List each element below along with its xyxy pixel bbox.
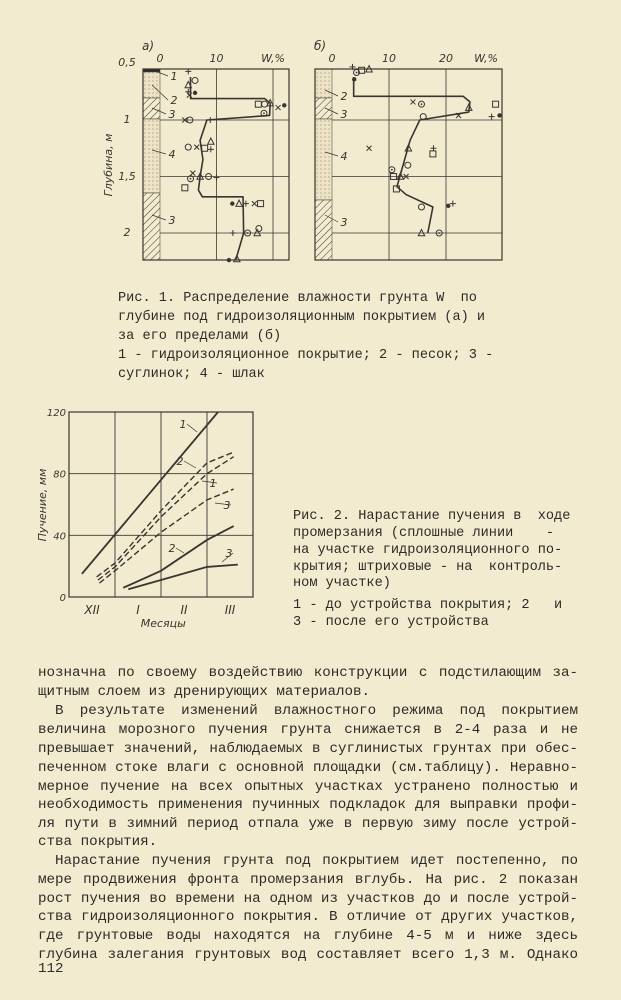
- cross-marker: [190, 171, 195, 176]
- data-point-+: [430, 145, 436, 151]
- layer-label: 1: [170, 70, 178, 83]
- data-point-sq: [182, 185, 188, 191]
- body-line: ля пути в зимний период отпала уже в первую зиму после устрой-: [38, 816, 578, 832]
- data-point-dot: [227, 258, 231, 262]
- x-tick-label: 10: [382, 52, 396, 65]
- caption-line: Рис. 2. Нарастание пучения в ходе: [293, 509, 571, 524]
- layer-label: 4: [340, 150, 348, 163]
- square-marker: [258, 201, 264, 207]
- circle-marker: [418, 204, 424, 210]
- body-line: В результате изменений влажностного режима под покрытием: [55, 703, 578, 719]
- data-point-sq: [202, 145, 208, 151]
- curve-label: 3: [223, 499, 231, 512]
- body-line: ства гидроизоляционного покрытия. В отличие от других участков,: [38, 909, 578, 925]
- data-point-o: [405, 162, 411, 168]
- layer-label: 4: [168, 148, 176, 161]
- data-point-x: [252, 201, 257, 206]
- data-point-x: [194, 145, 199, 150]
- soil-layer: [143, 72, 160, 98]
- circle-marker: [405, 162, 411, 168]
- data-point-tri: [208, 138, 214, 144]
- x-tick-label: 20: [439, 52, 453, 65]
- data-point-dot: [446, 204, 450, 208]
- y-tick-label: 0: [59, 593, 66, 604]
- soil-layer: [143, 193, 160, 260]
- dot-marker: [446, 204, 450, 208]
- data-point-tri: [236, 200, 242, 206]
- body-line: превышает значений, наблюдаемых в суглинистых грунтах при обес-: [38, 741, 578, 757]
- caption-line: крытия; штриховые - на контроль-: [293, 560, 563, 575]
- curve-label: 2: [176, 455, 184, 468]
- data-point-sq: [493, 101, 499, 107]
- body-line: мере продвижения фронта промерзания вглубь. На рис. 2 показан: [38, 872, 578, 888]
- body-line: величина морозного пучения грунта снижается в 2-4 раза и не: [38, 722, 578, 738]
- y-axis-label: Пучение, мм: [36, 468, 49, 542]
- dot-marker: [497, 113, 501, 117]
- x-axis-label: Месяцы: [140, 617, 186, 630]
- square-marker: [182, 185, 188, 191]
- circle-marker: [185, 144, 191, 150]
- plus-marker: [230, 230, 236, 236]
- data-point-dot: [497, 113, 501, 117]
- square-marker: [202, 145, 208, 151]
- caption-line: ном участке): [293, 576, 391, 591]
- cross-marker: [367, 146, 372, 151]
- caption-line: Рис. 1. Распределение влажности грунта W по: [118, 291, 477, 306]
- data-point-x: [410, 99, 415, 104]
- center-dot: [190, 178, 192, 180]
- data-point-odot: [418, 101, 424, 107]
- plus-marker: [214, 175, 220, 181]
- data-point-dot: [282, 103, 286, 107]
- layer-label: 3: [168, 108, 176, 121]
- data-point-dot: [230, 201, 234, 205]
- body-line: глубина залегания грунтовых вод составляет всего 1,3 м. Однако: [38, 947, 578, 963]
- caption-line: 3 - после его устройства: [293, 615, 489, 630]
- plus-marker: [207, 117, 213, 123]
- y-axis-label: Глубина, м: [102, 133, 115, 197]
- center-dot: [391, 169, 393, 171]
- data-point-+: [208, 146, 214, 152]
- curve-label-leader: [187, 424, 197, 432]
- panel-label: а): [141, 39, 155, 53]
- plus-marker: [430, 145, 436, 151]
- body-line: щитным слоем из дренирующих материалов.: [38, 684, 371, 700]
- caption-line: за его пределами (б): [118, 329, 282, 344]
- data-point-sq: [430, 151, 436, 157]
- curve-label: 3: [225, 547, 233, 560]
- data-point-sq: [258, 201, 264, 207]
- body-line: где грунтовые воды находятся на глубине 4-5 м и ниже здесь: [38, 928, 578, 944]
- body-line: нозначна по своему воздействию конструкции с подстилающим за-: [38, 665, 578, 681]
- series-line-3-solid: [128, 565, 237, 590]
- y-tick-label: 80: [53, 469, 66, 481]
- soil-layer: [315, 119, 332, 200]
- x-tick-label: 10: [209, 52, 224, 65]
- y-tick-label: 40: [53, 531, 66, 543]
- page-number: 112: [38, 961, 64, 977]
- circle-marker: [192, 77, 198, 83]
- panel-label: б): [313, 39, 327, 53]
- panel-a: [142, 39, 289, 262]
- figure-2-heave-chart: [36, 408, 253, 630]
- x-tick-label: 0: [328, 52, 336, 65]
- body-line: необходимость применения пучинных подкладок для выправки профи-: [38, 797, 578, 813]
- data-point-+: [489, 114, 495, 120]
- dot-marker: [230, 201, 234, 205]
- dot-marker: [282, 103, 286, 107]
- caption-line: 1 - гидроизоляционное покрытие; 2 - песок; 3 -: [118, 348, 494, 363]
- data-point-+: [230, 230, 236, 236]
- square-marker: [255, 101, 261, 107]
- data-point-sq: [255, 101, 261, 107]
- x-tick-label: I: [136, 603, 140, 617]
- soil-layer: [143, 98, 160, 119]
- data-point-+: [207, 117, 213, 123]
- curve-label-leader: [176, 548, 184, 553]
- body-line: рост пучения во времени на одном из участков до и после устрой-: [38, 891, 578, 907]
- layer-label: 3: [168, 214, 176, 227]
- dot-marker: [352, 77, 356, 81]
- layer-label: 2: [340, 90, 348, 103]
- soil-layer: [315, 69, 332, 98]
- body-line: Нарастание пучения грунта под покрытием идет постепенно, по: [55, 853, 578, 869]
- cross-marker: [410, 99, 415, 104]
- layer-label: 3: [340, 108, 348, 121]
- body-line: печенном стоке влаги с основной площадки (см.таблицу). Неравно-: [38, 760, 578, 776]
- x-tick-label: III: [224, 603, 236, 617]
- soil-layer: [143, 119, 160, 193]
- plus-marker: [208, 146, 214, 152]
- square-marker: [493, 101, 499, 107]
- soil-layer: [315, 200, 332, 260]
- center-dot: [263, 112, 265, 114]
- panel-frame: [143, 69, 289, 260]
- y-tick-label: 2: [123, 226, 131, 239]
- dot-marker: [227, 258, 231, 262]
- layer-label: 3: [340, 216, 348, 229]
- plus-marker: [489, 114, 495, 120]
- center-dot: [247, 232, 249, 234]
- plus-marker: [450, 201, 456, 207]
- y-tick-label: 1: [123, 113, 131, 126]
- curve-label: 1: [209, 477, 217, 490]
- curve-label: 2: [168, 542, 176, 555]
- data-point-x: [276, 105, 281, 110]
- dot-marker: [193, 91, 197, 95]
- cross-marker: [252, 201, 257, 206]
- square-marker: [430, 151, 436, 157]
- triangle-marker: [236, 200, 242, 206]
- curve-label-leader: [184, 461, 196, 468]
- series-line-1-solid: [82, 412, 218, 574]
- x-tick-label: II: [180, 603, 188, 617]
- data-point-o: [185, 144, 191, 150]
- x-axis-unit: W,%: [261, 52, 285, 65]
- center-dot: [356, 72, 358, 74]
- center-dot: [421, 103, 423, 105]
- caption-line: суглинок; 4 - шлак: [118, 367, 265, 382]
- layer-label: 2: [170, 94, 178, 107]
- caption-line: промерзания (сплошные линии -: [293, 526, 555, 541]
- triangle-marker: [208, 138, 214, 144]
- soil-layer: [315, 98, 332, 119]
- data-point-x: [367, 146, 372, 151]
- figure-1-moisture-profiles: [102, 39, 502, 262]
- center-dot: [438, 232, 440, 234]
- y-tick-label: 0,5: [118, 56, 136, 69]
- y-tick-label: 1,5: [118, 170, 136, 183]
- body-line: мерное пучение на всех опытных участках устранено полностью и: [38, 779, 578, 795]
- data-point-o: [418, 204, 424, 210]
- x-axis-unit: W,%: [474, 52, 498, 65]
- caption-line: на участке гидроизоляционного по-: [293, 543, 563, 558]
- data-point-dot: [193, 91, 197, 95]
- cross-marker: [276, 105, 281, 110]
- data-point-dot: [352, 77, 356, 81]
- panel-b: [314, 39, 502, 260]
- data-point-o: [192, 77, 198, 83]
- body-line: ства покрытия.: [38, 834, 158, 850]
- series-line-2-dashed: [97, 452, 234, 577]
- x-tick-label: XII: [84, 603, 100, 617]
- caption-line: 1 - до устройства покрытия; 2 и: [293, 598, 563, 613]
- curve-label: 1: [179, 418, 187, 431]
- data-point-+: [214, 175, 220, 181]
- data-point-odot: [389, 167, 395, 173]
- cross-marker: [194, 145, 199, 150]
- y-tick-label: 120: [46, 408, 66, 419]
- data-point-x: [190, 171, 195, 176]
- data-point-+: [450, 201, 456, 207]
- x-tick-label: 0: [156, 52, 164, 65]
- caption-line: глубине под гидроизоляционным покрытием (а) и: [118, 310, 486, 325]
